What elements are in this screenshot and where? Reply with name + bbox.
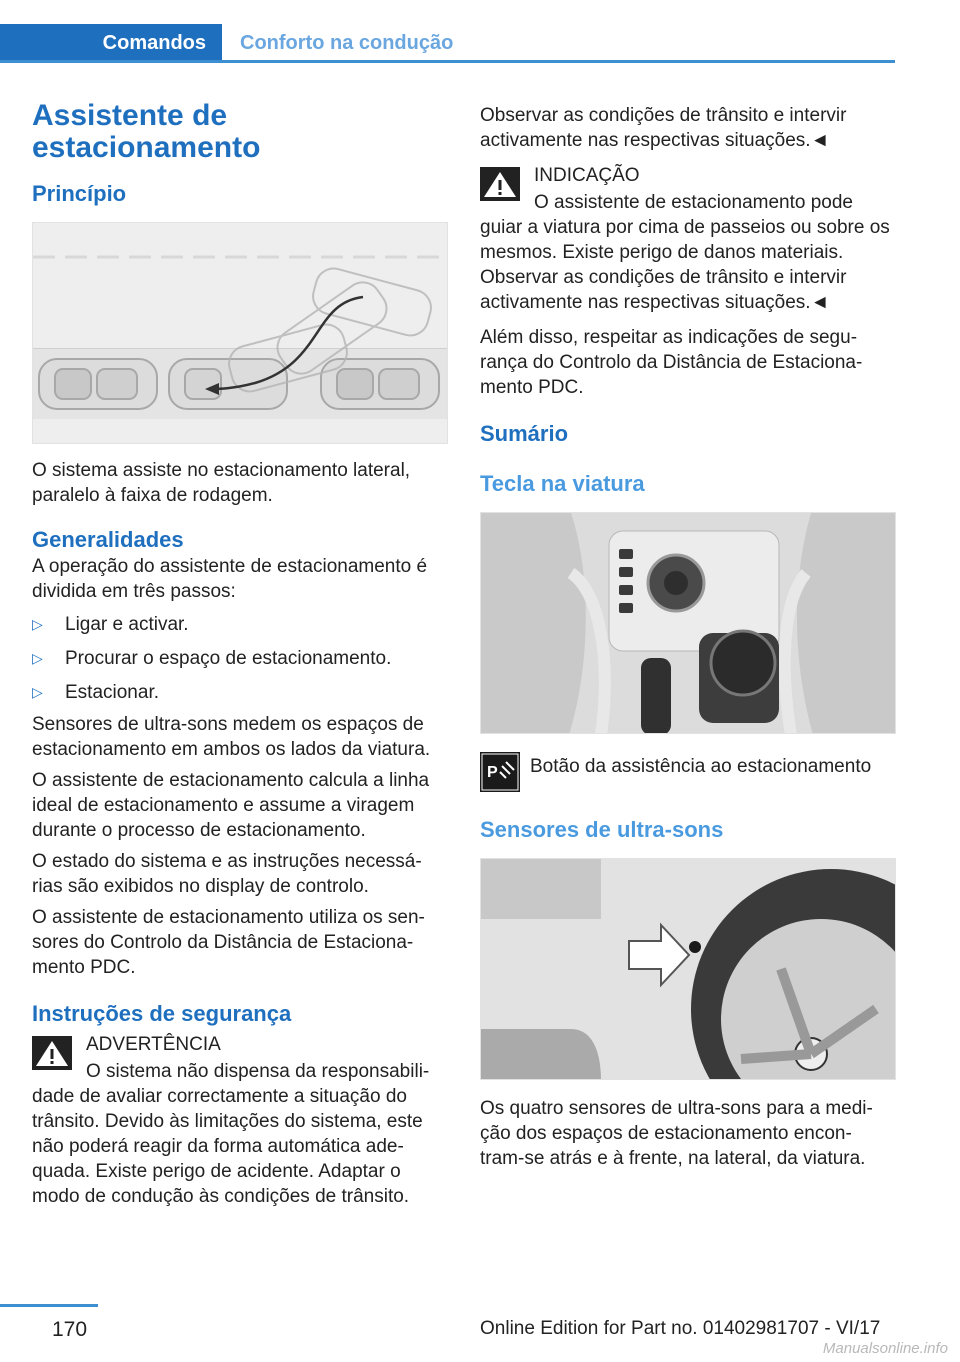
center-console-image (481, 513, 896, 734)
park-assist-caption: Botão da assistência ao estacionamento (530, 756, 872, 777)
left-column (32, 100, 448, 1209)
paragraph-sensores-localizacao: Os quatro sensores de ultra-sons para a medi-ção dos espaços de estacionamento encon-tram-se atrás e à frente, na lateral, da viatura. (480, 1098, 873, 1169)
note-block (480, 163, 896, 315)
warning-block (32, 1032, 448, 1209)
console-photo-figure (480, 512, 896, 734)
right-column (480, 103, 896, 1171)
heading-sensores-ultra-sons: Sensores de ultra-sons (480, 817, 724, 842)
bumper-sensor-image (481, 859, 896, 1080)
footer-rule (0, 1304, 98, 1307)
park-assist-legend (480, 752, 896, 796)
paragraph-display: O estado do sistema e as instruções necessá-rias são exibidos no display de controlo. (32, 851, 422, 897)
paragraph-alem-disso: Além disso, respeitar as indicações de segu-rança do Controlo da Distância de Estaciona-mento PDC. (480, 327, 863, 398)
generalidades-intro: A operação do assistente de estacionamento é dividida em três passos: (32, 556, 428, 602)
parking-diagram-image (33, 223, 448, 444)
note-text: O assistente de estacionamento pode guiar a viatura por cima de passeios ou sobre os mesmos. Existe perigo de danos materiais. Observar as condições de trânsito e intervir activamente nas respectivas situações.◄ (480, 192, 890, 313)
bullet-text: Ligar e activar. (65, 614, 189, 635)
bullet-triangle-icon: ▷ (32, 650, 43, 666)
heading-instrucoes-seguranca: Instruções de segurança (32, 1001, 292, 1026)
heading-sumario: Sumário (480, 421, 569, 446)
paragraph-sensores: Sensores de ultra-sons medem os espaços de estacionamento em ambos os lados da viatura. (32, 714, 431, 760)
list-item (32, 646, 448, 671)
list-item (32, 612, 448, 637)
warning-text: O sistema não dispensa da responsabili-dade de avaliar correctamente a situação do trânsito. Devido às limitações do sistema, este não poderá reagir da forma automática ade-quada. Existe perigo de acidente. Adaptar o modo de condução às condições de trânsito. (32, 1061, 430, 1207)
tab-conforto-na-conducao[interactable]: Conforto na condução (240, 31, 454, 54)
warning-triangle-icon (32, 1036, 72, 1070)
principio-caption: O sistema assiste no estacionamento lateral, paralelo à faixa de rodagem. (32, 460, 411, 506)
bullet-text: Procurar o espaço de estacionamento. (65, 648, 392, 669)
paragraph-calculo: O assistente de estacionamento calcula a linha ideal de estacionamento e assume a viragem durante o processo de estacionamento. (32, 770, 430, 841)
bullet-text: Estacionar. (65, 682, 159, 703)
parking-diagram-figure (32, 222, 448, 444)
heading-generalidades: Generalidades (32, 527, 184, 552)
bullet-triangle-icon: ▷ (32, 616, 43, 632)
heading-principio: Princípio (32, 181, 127, 206)
page-number: 170 (52, 1318, 88, 1341)
watermark: Manualsonline.info (822, 1340, 948, 1357)
bullet-triangle-icon: ▷ (32, 684, 43, 700)
warning-triangle-icon (480, 167, 520, 201)
sensor-photo-figure (480, 858, 896, 1080)
tab-comandos[interactable]: Comandos (0, 24, 222, 62)
paragraph-pdc: O assistente de estacionamento utiliza os sen-sores do Controlo da Distância de Estaciona-mento PDC. (32, 907, 425, 978)
warning-title: ADVERTÊNCIA (86, 1034, 221, 1055)
page-title: Assistente de estacionamento (32, 99, 261, 164)
paragraph-observar: Observar as condições de trânsito e intervir activamente nas respectivas situações.◄ (480, 105, 847, 151)
list-item (32, 680, 448, 705)
footer-edition: Online Edition for Part no. 01402981707 - VI/17 (480, 1318, 881, 1339)
park-assist-icon (480, 752, 520, 792)
note-title: INDICAÇÃO (534, 165, 640, 186)
header-rule (0, 60, 895, 63)
heading-tecla-na-viatura: Tecla na viatura (480, 471, 645, 496)
svg-text:P: P (487, 764, 498, 781)
